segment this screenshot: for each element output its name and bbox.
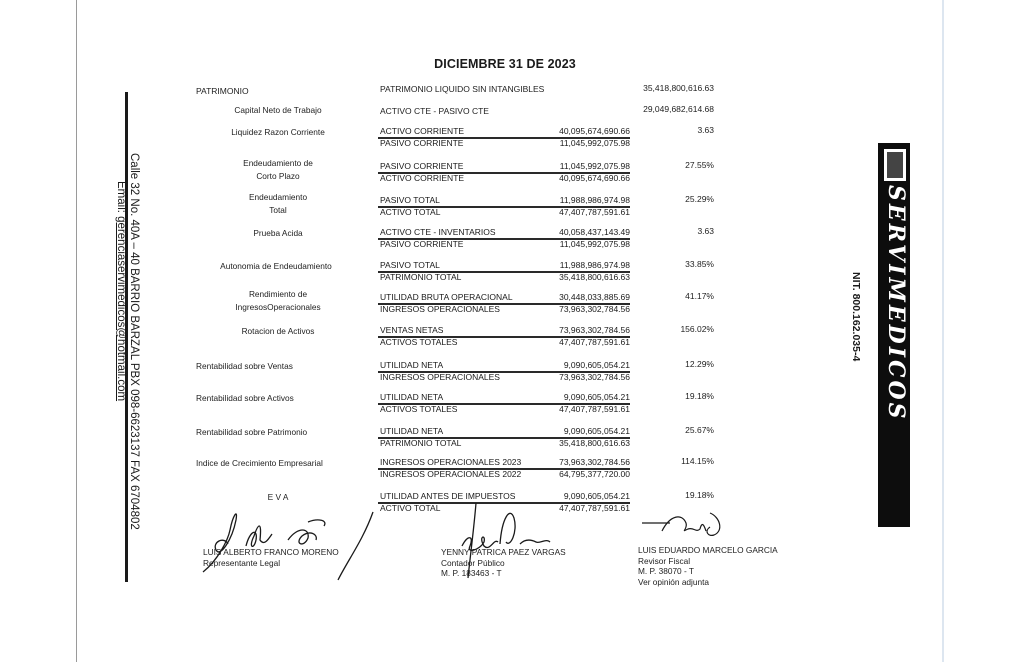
letterhead-address: Calle 32 No. 40A – 40 BARRIO BARZAL PBX 098-6623137 FAX 6704802 bbox=[128, 153, 140, 530]
signatory-license: M. P. 38070 - T bbox=[638, 566, 694, 576]
logo-wordmark: SERVIMEDICOS bbox=[883, 185, 909, 422]
ratio-numerator: UTILIDAD NETA bbox=[380, 426, 444, 436]
ratio-label bbox=[196, 260, 356, 273]
ratio-denominator-value: 35,418,800,616.63 bbox=[559, 272, 630, 282]
ratio-numerator-value: 11,988,986,974.98 bbox=[559, 260, 630, 270]
ratio-fraction bbox=[378, 260, 630, 286]
ratio-label-line: Corto Plazo bbox=[256, 171, 300, 181]
ratio-label-line: Rentabilidad sobre Ventas bbox=[196, 361, 293, 371]
ratio-denominator: PASIVO CORRIENTE bbox=[380, 138, 464, 148]
ratio-fraction bbox=[378, 392, 630, 418]
ratio-fraction bbox=[378, 325, 630, 351]
patrimonio-label: PATRIMONIO bbox=[196, 86, 249, 96]
page-edge-left bbox=[76, 0, 77, 662]
ratio-denominator-value: 35,418,800,616.63 bbox=[559, 438, 630, 448]
ratio-label bbox=[196, 288, 360, 314]
ratio-numerator-value: 9,090,605,054.21 bbox=[563, 360, 630, 370]
ratio-numerator: UTILIDAD NETA bbox=[380, 392, 444, 402]
ratio-result: 12.29% bbox=[685, 359, 714, 369]
ratio-denominator: INGRESOS OPERACIONALES 2022 bbox=[380, 469, 522, 479]
letterhead-email-line bbox=[114, 153, 127, 603]
ratio-label bbox=[196, 191, 360, 217]
signatory-name: LUIS ALBERTO FRANCO MORENO bbox=[203, 547, 339, 557]
patrimonio-concept: PATRIMONIO LIQUIDO SIN INTANGIBLES bbox=[380, 84, 545, 94]
ratio-numerator: UTILIDAD BRUTA OPERACIONAL bbox=[380, 292, 513, 302]
ratio-result: 25.29% bbox=[685, 194, 714, 204]
ratio-label bbox=[196, 157, 360, 183]
ratio-fraction bbox=[378, 227, 630, 253]
ratio-result: 114.15% bbox=[681, 456, 714, 466]
ratio-denominator: ACTIVO TOTAL bbox=[380, 503, 441, 513]
ratio-label-line: Rendimiento de bbox=[248, 289, 308, 299]
ratio-label-line: Liquidez Razon Corriente bbox=[231, 127, 325, 137]
ratio-label-line: Prueba Acida bbox=[253, 228, 303, 238]
signatory-name: YENNY PATRICA PAEZ VARGAS bbox=[441, 547, 566, 557]
ratio-denominator-value: 47,407,787,591.61 bbox=[559, 503, 630, 513]
ratio-numerator-value: 9,090,605,054.21 bbox=[563, 426, 630, 436]
servimedicos-logo bbox=[878, 143, 910, 527]
ratio-result: 156.02% bbox=[680, 324, 714, 334]
signatory-role: Revisor Fiscal bbox=[638, 555, 691, 566]
ratio-numerator-value: 73,963,302,784.56 bbox=[559, 325, 630, 335]
signatory-role: Contador Público bbox=[441, 557, 505, 568]
ratio-numerator-value: 9,090,605,054.21 bbox=[563, 491, 630, 501]
ratio-label-line: Endeudamiento de bbox=[243, 158, 313, 168]
ratio-numerator-value: 30,448,033,885.69 bbox=[559, 292, 630, 302]
ratio-label-line: Endeudamiento bbox=[248, 192, 308, 202]
signatory-contador bbox=[441, 547, 566, 579]
signature-representante bbox=[198, 500, 388, 580]
ratio-denominator: PASIVO CORRIENTE bbox=[380, 239, 464, 249]
ratio-numerator-value: 11,045,992,075.98 bbox=[559, 161, 630, 171]
ratio-numerator-value: 11,988,986,974.98 bbox=[559, 195, 630, 205]
nit-number: NIT. 800.162.035-4 bbox=[850, 272, 862, 362]
ratio-label-line: Rentabilidad sobre Activos bbox=[196, 393, 294, 403]
capital-neto-label: Capital Neto de Trabajo bbox=[234, 105, 322, 115]
ratio-denominator: ACTIVOS TOTALES bbox=[380, 337, 458, 347]
ratio-label bbox=[196, 126, 360, 139]
ratio-denominator-value: 64,795,377,720.00 bbox=[559, 469, 630, 479]
document-title: DICIEMBRE 31 DE 2023 bbox=[434, 57, 576, 71]
ratio-numerator: UTILIDAD NETA bbox=[380, 360, 444, 370]
ratio-numerator: PASIVO TOTAL bbox=[380, 260, 440, 270]
ratio-fraction bbox=[378, 360, 630, 386]
ratio-label-line: Rotacion de Activos bbox=[241, 326, 315, 336]
ratio-denominator: INGRESOS OPERACIONALES bbox=[380, 304, 500, 314]
ratio-numerator-value: 40,058,437,143.49 bbox=[559, 227, 630, 237]
ratio-denominator-value: 47,407,787,591.61 bbox=[559, 337, 630, 347]
ratio-numerator-value: 9,090,605,054.21 bbox=[563, 392, 630, 402]
ratio-label bbox=[196, 325, 360, 338]
ratio-numerator: ACTIVO CTE - INVENTARIOS bbox=[380, 227, 496, 237]
ratio-numerator: PASIVO CORRIENTE bbox=[380, 161, 464, 171]
capital-neto-concept: ACTIVO CTE - PASIVO CTE bbox=[380, 106, 489, 116]
ratio-denominator-value: 11,045,992,075.98 bbox=[559, 239, 630, 249]
ratio-denominator-value: 47,407,787,591.61 bbox=[559, 404, 630, 414]
ratio-result: 27.55% bbox=[685, 160, 714, 170]
letterhead-address-block bbox=[100, 88, 140, 588]
signatory-revisor bbox=[638, 545, 778, 587]
ratio-denominator-value: 47,407,787,591.61 bbox=[559, 207, 630, 217]
email-label: Email: bbox=[115, 181, 127, 213]
signature-revisor bbox=[640, 505, 750, 550]
ratio-label-line: E V A bbox=[267, 492, 289, 502]
ratio-result: 19.18% bbox=[685, 391, 714, 401]
ratio-fraction bbox=[378, 426, 630, 452]
capital-neto-value: 29,049,682,614.68 bbox=[643, 104, 714, 114]
ratio-denominator: INGRESOS OPERACIONALES bbox=[380, 372, 500, 382]
patrimonio-value: 35,418,800,616.63 bbox=[643, 83, 714, 93]
ratio-label bbox=[196, 360, 346, 373]
ratio-denominator: ACTIVO CORRIENTE bbox=[380, 173, 465, 183]
ratio-numerator: UTILIDAD ANTES DE IMPUESTOS bbox=[380, 491, 516, 501]
ratio-numerator: VENTAS NETAS bbox=[380, 325, 444, 335]
ratio-denominator-value: 73,963,302,784.56 bbox=[559, 372, 630, 382]
ratio-numerator: PASIVO TOTAL bbox=[380, 195, 440, 205]
ratio-numerator-value: 40,095,674,690.66 bbox=[559, 126, 630, 136]
ratio-numerator: ACTIVO CORRIENTE bbox=[380, 126, 465, 136]
ratio-result: 33.85% bbox=[685, 259, 714, 269]
signatory-role: Representante Legal bbox=[203, 557, 281, 568]
ratio-result: 41.17% bbox=[685, 291, 714, 301]
ratio-fraction bbox=[378, 126, 630, 152]
signatory-note: Ver opinión adjunta bbox=[638, 576, 710, 587]
ratio-denominator-value: 11,045,992,075.98 bbox=[559, 138, 630, 148]
ratio-denominator: ACTIVOS TOTALES bbox=[380, 404, 458, 414]
ratio-label-line: IngresosOperacionales bbox=[235, 302, 321, 312]
ratio-numerator-value: 73,963,302,784.56 bbox=[559, 457, 630, 467]
ratio-label bbox=[196, 457, 346, 470]
ratio-label bbox=[196, 426, 346, 439]
ratio-result: 25.67% bbox=[685, 425, 714, 435]
signatory-name: LUIS EDUARDO MARCELO GARCIA bbox=[638, 545, 778, 555]
ratio-fraction bbox=[378, 195, 630, 221]
ratio-denominator-value: 40,095,674,690.66 bbox=[559, 173, 630, 183]
ratio-label-line: Rentabilidad sobre Patrimonio bbox=[196, 427, 308, 437]
ratio-result: 3.63 bbox=[697, 125, 714, 135]
ratio-label bbox=[196, 227, 360, 240]
ratio-label-line: Total bbox=[269, 205, 287, 215]
ratio-fraction bbox=[378, 292, 630, 318]
ratio-fraction bbox=[378, 161, 630, 187]
ratio-label bbox=[196, 392, 346, 405]
email-link[interactable]: gerenciaservimedicos@hotmail.com bbox=[115, 216, 127, 402]
signatory-license: M. P. 183463 - T bbox=[441, 568, 502, 578]
ratio-fraction bbox=[378, 457, 630, 483]
page-edge-right bbox=[942, 0, 944, 662]
ratio-denominator: PATRIMONIO TOTAL bbox=[380, 272, 462, 282]
ratio-result: 19.18% bbox=[685, 490, 714, 500]
ratio-label-line: Autonomia de Endeudamiento bbox=[220, 261, 332, 271]
ratio-result: 3.63 bbox=[697, 226, 714, 236]
ratio-label-line: Indice de Crecimiento Empresarial bbox=[196, 458, 323, 468]
logo-emblem-icon bbox=[884, 149, 906, 181]
ratio-denominator: PATRIMONIO TOTAL bbox=[380, 438, 462, 448]
ratio-denominator-value: 73,963,302,784.56 bbox=[559, 304, 630, 314]
signatory-representante bbox=[203, 547, 339, 568]
ratio-denominator: ACTIVO TOTAL bbox=[380, 207, 441, 217]
ratio-numerator: INGRESOS OPERACIONALES 2023 bbox=[380, 457, 522, 467]
